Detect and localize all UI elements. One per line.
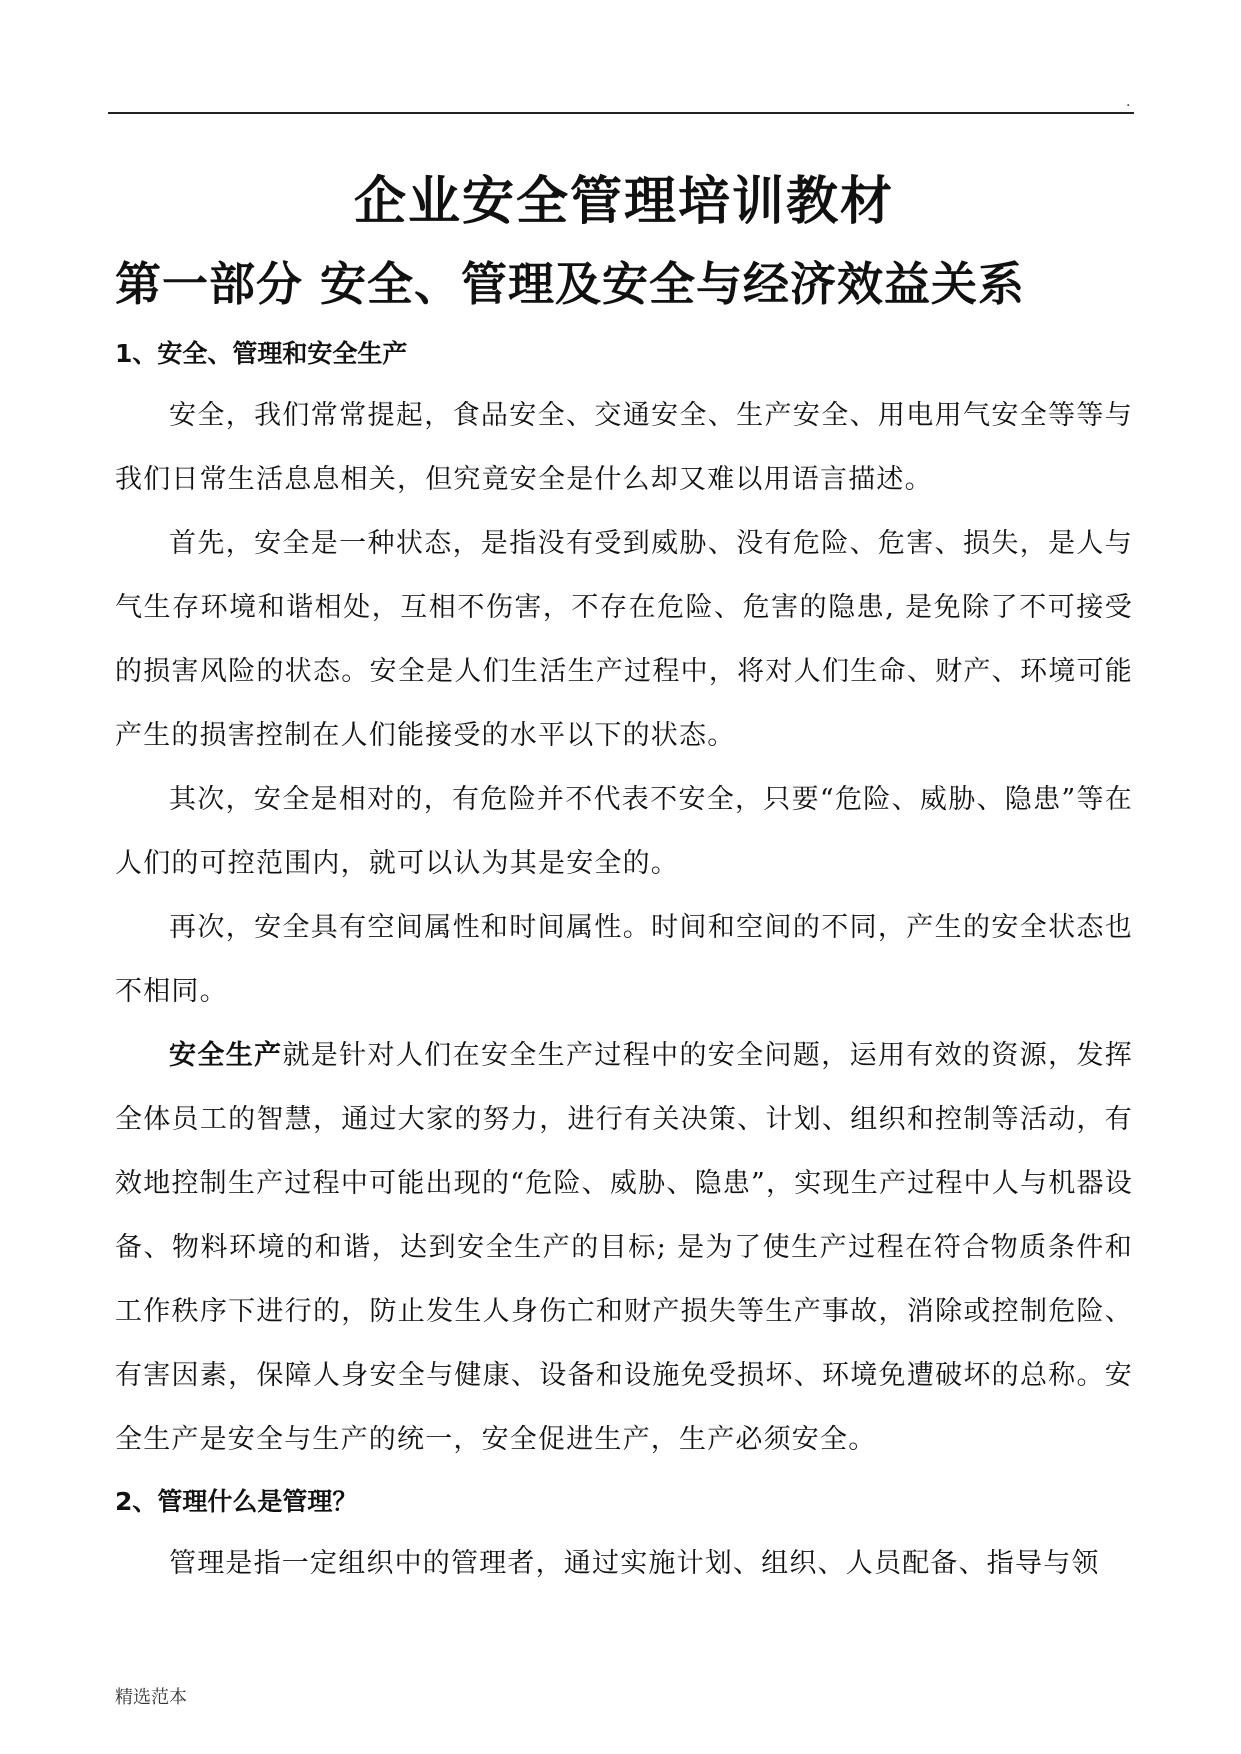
bold-term: 安全生产 [169,1040,283,1071]
part-heading: 第一部分 安全、管理及安全与经济效益关系 [115,257,1026,311]
paragraph: 安全，我们常常提起，食品安全、交通安全、生产安全、用电用气安全等等与我们日常生活息息相关，但究竟安全是什么却又难以用语言描述。 [115,400,1133,495]
paragraph: 其次，安全是相对的，有危险并不代表不安全，只要“危险、威胁、隐患”等在人们的可控范围内，就可以认为其是安全的。 [115,784,1133,879]
paragraph: 首先，安全是一种状态，是指没有受到威胁、没有危险、危害、损失，是人与气生存环境和谐相处，互相不伤害，不存在危险、危害的隐患, 是免除了不可接受的损害风险的状态。安全是人们生活生产过程中，将对人们生命、财产、环境可能产生的损害控制在人们能接受的水平以下的状态。 [115,528,1133,751]
paragraph [115,1024,1133,1472]
document-title: 企业安全管理培训教材 [353,171,894,232]
header-rule [108,112,1134,114]
section-heading-2: 2、管理什么是管理？ [115,1487,358,1516]
paragraph: 再次，安全具有空间属性和时间属性。时间和空间的不同，产生的安全状态也不相同。 [115,912,1133,1007]
document-body [115,160,1133,1596]
paragraph: 管理是指一定组织中的管理者，通过实施计划、组织、人员配备、指导与领 [169,1548,1100,1579]
header-mark: . [1126,94,1131,110]
footer-label: 精选范本 [115,1687,187,1708]
paragraph-text: 就是针对人们在安全生产过程中的安全问题，运用有效的资源，发挥全体员工的智慧，通过大家的努力，进行有关决策、计划、组织和控制等活动，有效地控制生产过程中可能出现的“危险、威胁、隐患”，实现生产过程中人与机器设备、物料环境的和谐，达到安全生产的目标; 是为了使生产过程在符合物质条件和工作秩序下进行的，防止发生人身伤亡和财产损失等生产事故，消除或控制危险、有害因素，保障人身安全与健康、设备和设施免受损坏、环境免遭破坏的总称。安全生产是安全与生产的统一，安全促进生产，生产必须安全。 [115,1040,1133,1455]
section-heading-1: 1、安全、管理和安全生产 [115,339,408,368]
